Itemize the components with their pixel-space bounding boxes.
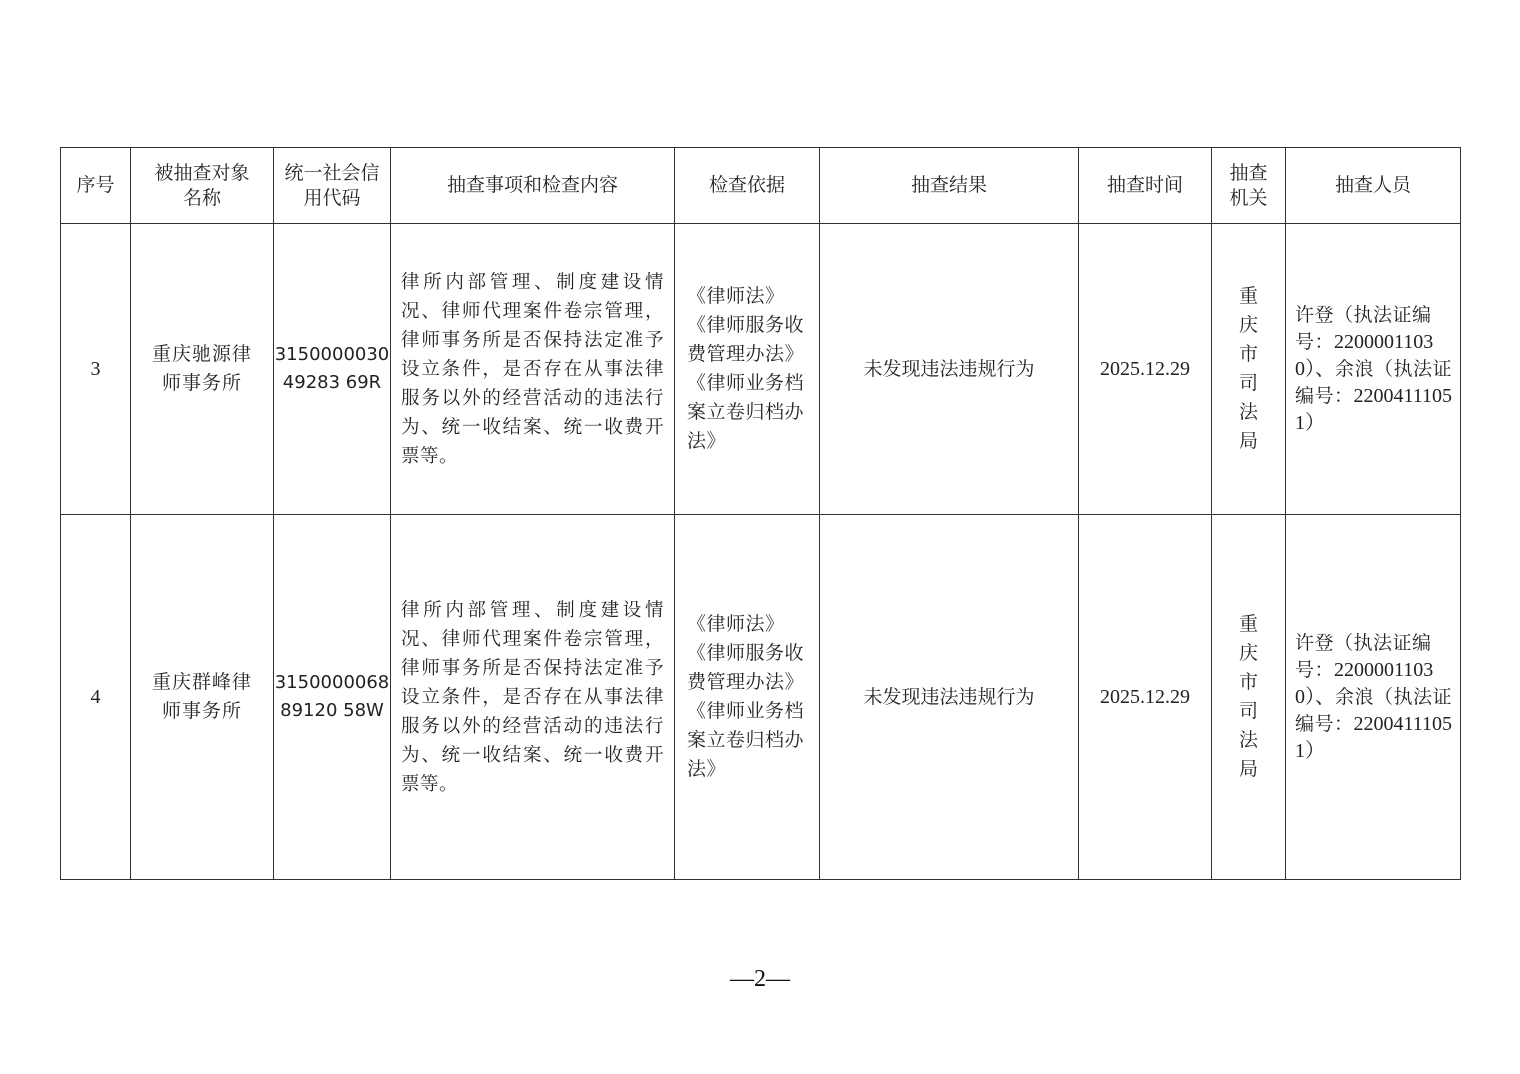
header-agency: 抽查机关	[1212, 148, 1286, 224]
row-basis: 《律师法》《律师服务收费管理办法》《律师业务档案立卷归档办法》	[675, 224, 820, 515]
header-result: 抽查结果	[820, 148, 1079, 224]
staff-2-name: 余浪（执法证编号：	[1295, 685, 1453, 735]
row-result: 未发现违法违规行为	[820, 224, 1079, 515]
table-header-row	[61, 148, 1461, 224]
staff-2-number: 22004111051）	[1295, 384, 1453, 434]
staff-1-number: 22000011030）、	[1295, 658, 1434, 708]
header-basis: 检查依据	[675, 148, 820, 224]
row-index: 4	[61, 515, 131, 880]
row-content: 律所内部管理、制度建设情况、律师代理案件卷宗管理，律师事务所是否保持法定准予设立条件，是否存在从事法律服务以外的经营活动的违法行为、统一收结案、统一收费开票等。	[391, 224, 675, 515]
table-row	[61, 515, 1461, 880]
row-basis: 《律师法》《律师服务收费管理办法》《律师业务档案立卷归档办法》	[675, 515, 820, 880]
staff-1-number: 22000011030）、	[1295, 330, 1434, 380]
staff-2-name: 余浪（执法证编号：	[1295, 357, 1453, 407]
row-date: 2025.12.29	[1079, 515, 1212, 880]
row-credit-code: 315000006889120 58W	[274, 515, 391, 880]
row-name: 重庆驰源律师事务所	[131, 224, 274, 515]
row-staff	[1286, 224, 1461, 515]
header-name: 被抽查对象名称	[131, 148, 274, 224]
row-staff	[1286, 515, 1461, 880]
header-staff: 抽查人员	[1286, 148, 1461, 224]
table-row	[61, 224, 1461, 515]
row-content: 律所内部管理、制度建设情况、律师代理案件卷宗管理，律师事务所是否保持法定准予设立条件，是否存在从事法律服务以外的经营活动的违法行为、统一收结案、统一收费开票等。	[391, 515, 675, 880]
header-date: 抽查时间	[1079, 148, 1212, 224]
row-name: 重庆群峰律师事务所	[131, 515, 274, 880]
row-index: 3	[61, 224, 131, 515]
row-agency: 重庆市司法局	[1212, 515, 1286, 880]
inspection-table	[60, 147, 1461, 880]
staff-1-name: 许登（执法证编号：	[1295, 631, 1432, 681]
header-credit-code: 统一社会信用代码	[274, 148, 391, 224]
staff-2-number: 22004111051）	[1295, 712, 1453, 762]
header-content: 抽查事项和检查内容	[391, 148, 675, 224]
row-credit-code: 315000003049283 69R	[274, 224, 391, 515]
row-date: 2025.12.29	[1079, 224, 1212, 515]
page-number: —2—	[730, 966, 790, 992]
row-result: 未发现违法违规行为	[820, 515, 1079, 880]
staff-1-name: 许登（执法证编号：	[1295, 303, 1432, 353]
row-agency: 重庆市司法局	[1212, 224, 1286, 515]
header-index: 序号	[61, 148, 131, 224]
